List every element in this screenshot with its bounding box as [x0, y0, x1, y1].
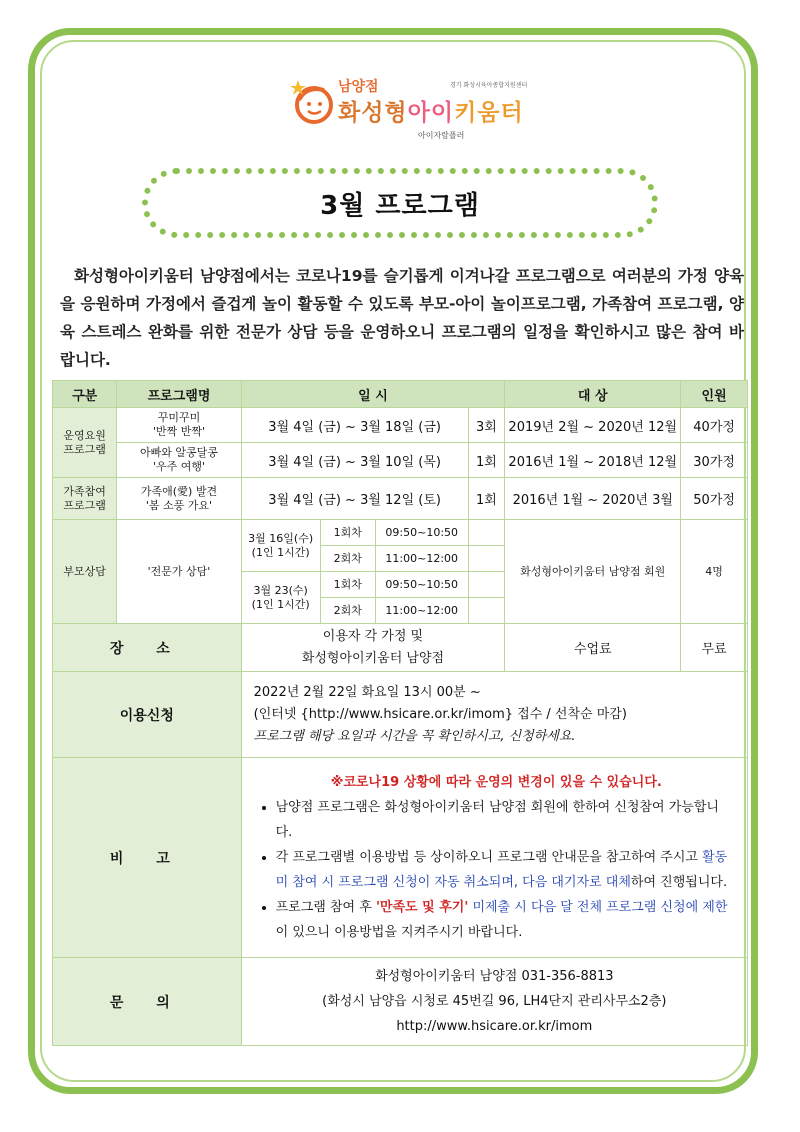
table-row — [53, 443, 748, 478]
times-cell: 1회 — [468, 478, 505, 520]
contact-label: 문 의 — [53, 958, 242, 1046]
table-row — [53, 520, 748, 546]
category-cell: 운영요원 프로그램 — [53, 408, 117, 478]
contact-row — [53, 958, 748, 1046]
place-label: 장 소 — [53, 624, 242, 672]
header-category: 구분 — [53, 381, 117, 408]
category-cell: 가족참여 프로그램 — [53, 478, 117, 520]
child-face-icon — [290, 78, 338, 126]
program-cell: '전문가 상담' — [117, 520, 241, 624]
program-cell: 아빠와 알콩달콩 '우주 여행' — [117, 443, 241, 478]
date-cell: 3월 4일 (금) ~ 3월 12일 (토) — [241, 478, 468, 520]
target-cell: 화성형아이키움터 남양점 회원 — [505, 520, 681, 624]
note-item: • 각 프로그램별 이용방법 등 상이하오니 프로그램 안내문을 참고하여 주시고 활동 미 참여 시 프로그램 신청이 자동 취소되며, 다음 대기자로 대체하여 진행됩니다. — [276, 845, 733, 895]
date-cell: 3월 4일 (금) ~ 3월 10일 (목) — [241, 443, 468, 478]
session-cell: 1회차 — [320, 520, 375, 546]
page-title: 3월 프로그램 — [320, 190, 480, 221]
time-cell: 11:00~12:00 — [375, 598, 468, 624]
table-row — [53, 478, 748, 520]
apply-label: 이용신청 — [53, 672, 242, 758]
logo-org: 경기 화성시육아종합지원센터 — [450, 82, 528, 89]
apply-row — [53, 672, 748, 758]
time-cell: 09:50~10:50 — [375, 572, 468, 598]
note-item: • 프로그램 참여 후 '만족도 및 후기' 미제출 시 다음 달 전체 프로그램 신청에 제한이 있으니 이용방법을 지켜주시기 바랍니다. — [276, 895, 733, 945]
intro-paragraph: 화성형아이키움터 남양점에서는 코로나19를 슬기롭게 이겨나갈 프로그램으로 여러분의 가정 양육을 응원하며 가정에서 즐겁게 놀이 활동할 수 있도록 부모-아이 놀이프로그램, 가족참여 프로그램, 양육 스트레스 완화를 위한 전문가 상담 등을 운영하오니 프로그램의 일정을 확인하시고 많은 참여 바랍니다. — [60, 267, 744, 369]
place-value: 이용자 각 가정 및 화성형아이키움터 남양점 — [241, 624, 505, 672]
session-day-cell: 3월 23(수) (1인 1시간) — [241, 572, 320, 624]
logo-tagline: 아이자람플러 — [418, 131, 465, 140]
people-cell: 4명 — [681, 520, 748, 624]
table-row — [53, 408, 748, 443]
logo-name: 화성형아이키움터 — [338, 100, 524, 126]
session-cell: 2회차 — [320, 598, 375, 624]
place-row — [53, 624, 748, 672]
time-cell: 11:00~12:00 — [375, 546, 468, 572]
times-cell: 3회 — [468, 408, 505, 443]
people-cell: 50가정 — [681, 478, 748, 520]
people-cell: 30가정 — [681, 443, 748, 478]
target-cell: 2016년 1월 ~ 2018년 12월 — [505, 443, 681, 478]
fee-value: 무료 — [681, 624, 748, 672]
notes-row — [53, 758, 748, 958]
note-item: • 남양점 프로그램은 화성형아이키움터 남양점 회원에 한하여 신청참여 가능합니다. — [276, 795, 733, 845]
times-cell: 1회 — [468, 443, 505, 478]
fee-label: 수업료 — [505, 624, 681, 672]
notes-label: 비 고 — [53, 758, 242, 958]
session-cell: 1회차 — [320, 572, 375, 598]
target-cell: 2016년 1월 ~ 2020년 3월 — [505, 478, 681, 520]
session-day-cell: 3월 16일(수) (1인 1시간) — [241, 520, 320, 572]
program-cell: 가족애(愛) 발견 '봄 소풍 가요' — [117, 478, 241, 520]
header-program: 프로그램명 — [117, 381, 241, 408]
header-people: 인원 — [681, 381, 748, 408]
header-date: 일 시 — [241, 381, 505, 408]
date-cell: 3월 4일 (금) ~ 3월 18일 (금) — [241, 408, 468, 443]
title-box — [142, 168, 658, 238]
session-cell: 2회차 — [320, 546, 375, 572]
contact-value: 화성형아이키움터 남양점 031-356-8813 (화성시 남양읍 시청로 45번길 96, LH4단지 관리사무소2층) http://www.hsicare.or.kr/imom — [241, 958, 747, 1046]
program-table — [52, 380, 748, 1046]
website-link[interactable]: http://www.hsicare.or.kr/imom — [396, 1019, 593, 1034]
category-cell: 부모상담 — [53, 520, 117, 624]
header-target: 대 상 — [505, 381, 681, 408]
notes-value — [241, 758, 747, 958]
target-cell: 2019년 2월 ~ 2020년 12월 — [505, 408, 681, 443]
people-cell: 40가정 — [681, 408, 748, 443]
logo-branch: 남양점 — [338, 79, 379, 95]
apply-value: 2022년 2월 22일 화요일 13시 00분 ~ (인터넷 {http://www.hsicare.or.kr/imom} 접수 / 선착순 마감) 프로그램 해당 요일과 시간을 꼭 확인하시고, 신청하세요. — [241, 672, 747, 758]
time-cell: 09:50~10:50 — [375, 520, 468, 546]
program-cell: 꾸미꾸미 '반짝 반짝' — [117, 408, 241, 443]
covid-warning: ※코로나19 상황에 따라 운영의 변경이 있을 수 있습니다. — [330, 775, 662, 790]
logo — [290, 68, 550, 140]
